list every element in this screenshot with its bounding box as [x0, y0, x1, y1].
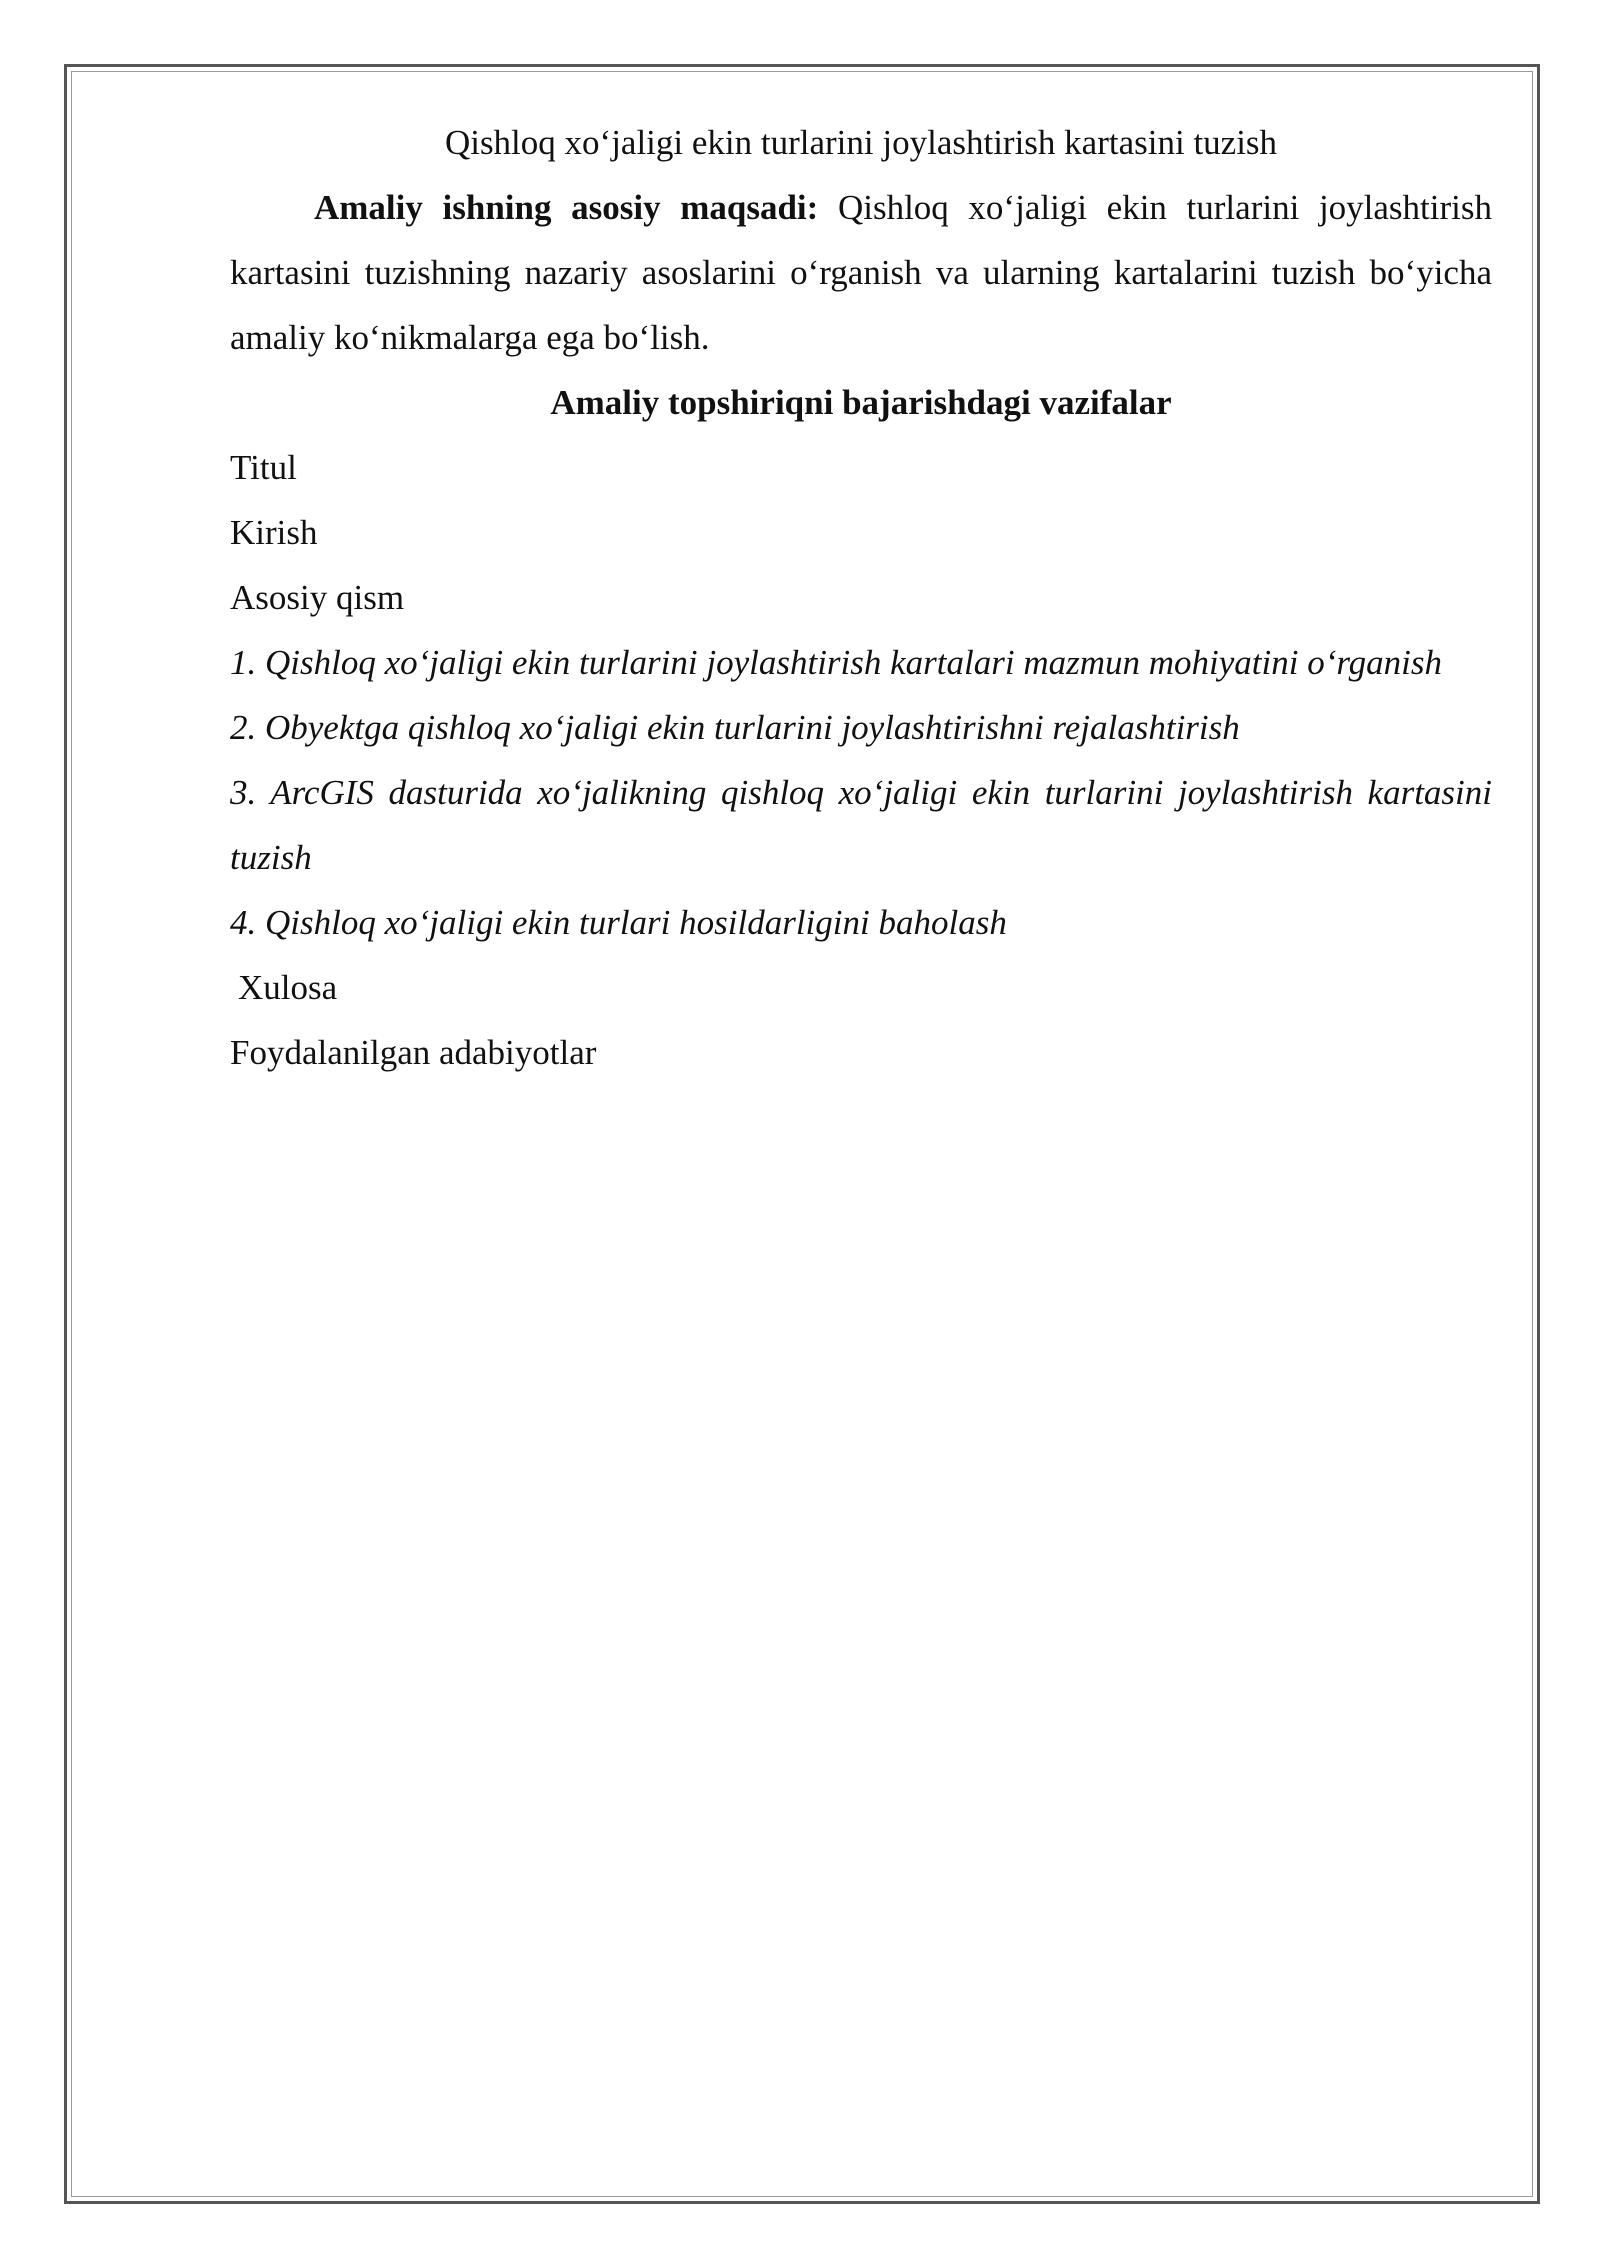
section-xulosa: Xulosa — [238, 968, 338, 1007]
section-titul: Titul — [230, 448, 297, 487]
purpose-label: Amaliy ishning asosiy maqsadi: — [314, 188, 819, 227]
section-adabiyotlar: Foydalanilgan adabiyotlar — [230, 1033, 597, 1072]
purpose-text: Qishloq xo‘jaligi ekin turlarini joylashtirish kartasini tuzishning nazariy asoslarini o‘rganish va ularning kartalarini tuzish bo‘yicha amaliy ko‘nikmalarga ega bo‘lish. — [230, 188, 1492, 357]
task-item-1: 1. Qishloq xo‘jaligi ekin turlarini joylashtirish kartalari mazmun mohiyatini o‘rganish — [230, 643, 1443, 682]
tasks-heading: Amaliy topshiriqni bajarishdagi vazifalar — [550, 383, 1172, 422]
task-item-4: 4. Qishloq xo‘jaligi ekin turlari hosildarligini baholash — [230, 903, 1007, 942]
task-item-3: 3. ArcGIS dasturida xo‘jalikning qishloq xo‘jaligi ekin turlarini joylashtirish kartasini tuzish — [230, 773, 1492, 877]
document-title: Qishloq xo‘jaligi ekin turlarini joylashtirish kartasini tuzish — [444, 123, 1278, 162]
purpose-paragraph — [230, 175, 1492, 370]
document-body — [230, 110, 1492, 1085]
section-kirish: Kirish — [230, 513, 318, 552]
section-asosiy-qism: Asosiy qism — [230, 578, 405, 617]
task-item-2: 2. Obyektga qishloq xo‘jaligi ekin turlarini joylashtirishni rejalashtirish — [230, 708, 1240, 747]
